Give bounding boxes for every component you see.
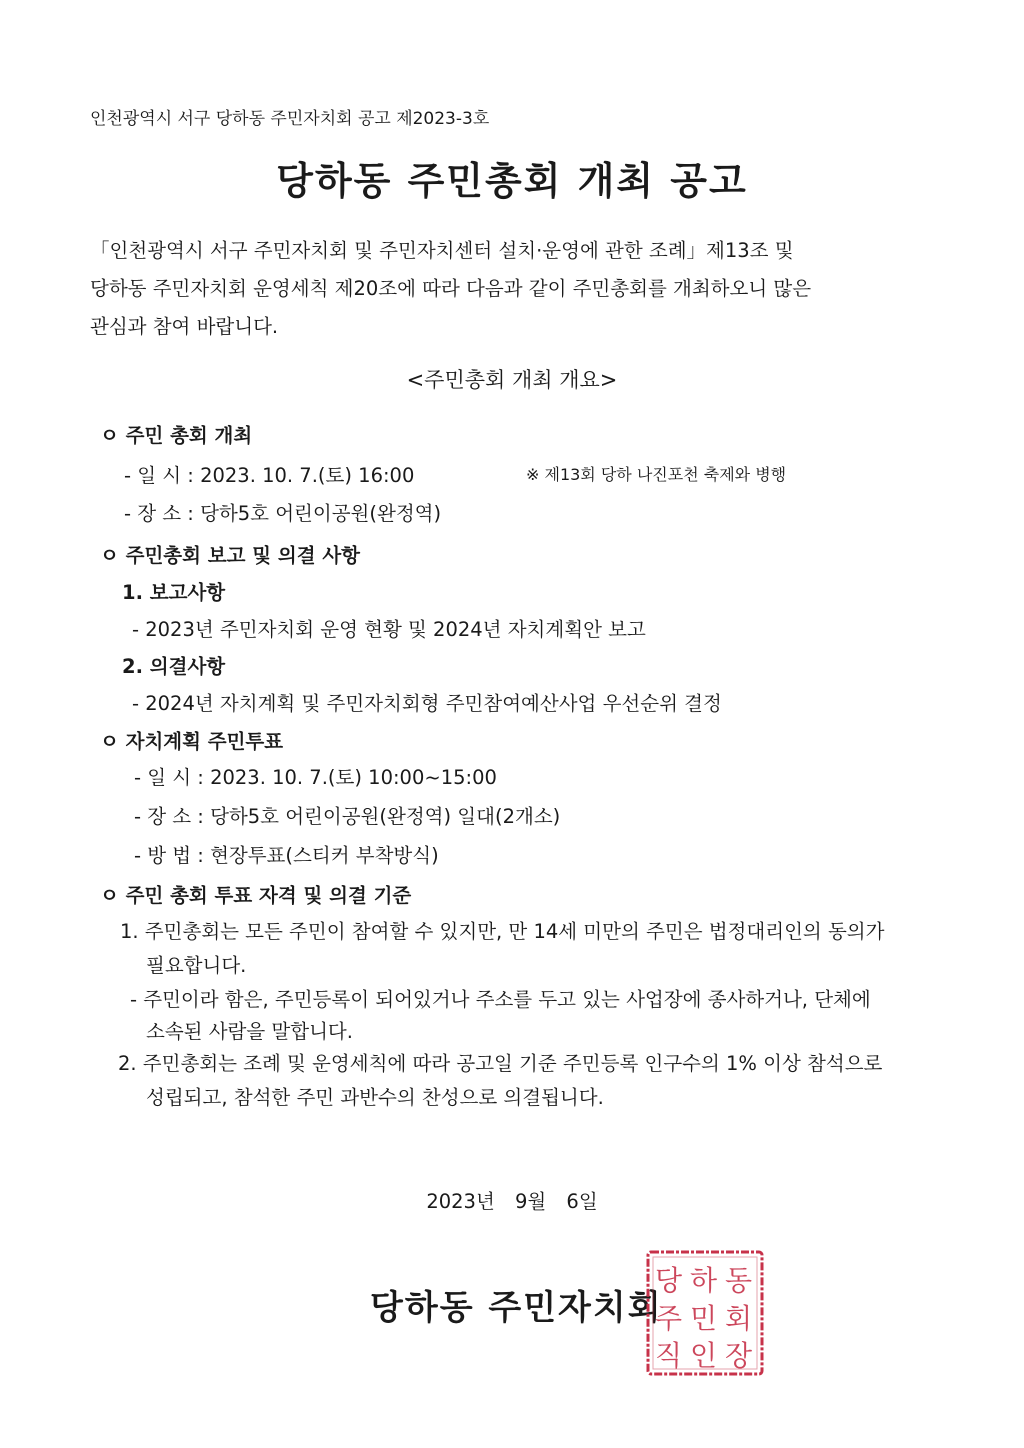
criteria-item-2: 2. 주민총회는 조례 및 운영세칙에 따라 공고일 기준 주민등록 인구수의 1% 이상 참석으로 [118,1052,883,1075]
svg-text:민: 민 [690,1302,718,1335]
intro-line: 당하동 주민자치회 운영세칙 제20조에 따라 다음과 같이 주민총회를 개최하오니 많은 [90,277,812,300]
criteria-item-2-cont: 성립되고, 참석한 주민 과반수의 찬성으로 의결됩니다. [146,1086,604,1109]
resident-definition-cont: 소속된 사람을 말합니다. [146,1020,353,1043]
resolution-items-title: 2. 의결사항 [122,655,226,678]
vote-date: - 일 시 : 2023. 10. 7.(토) 10:00~15:00 [134,766,497,789]
svg-text:회: 회 [725,1302,753,1335]
section-heading: ㅇ 자치계획 주민투표 [100,730,284,753]
svg-text:동: 동 [725,1264,753,1297]
general-meeting-date: - 일 시 : 2023. 10. 7.(토) 16:00 [124,464,415,487]
svg-text:직: 직 [655,1339,683,1372]
svg-text:주: 주 [655,1302,683,1335]
section-heading: ㅇ 주민 총회 투표 자격 및 의결 기준 [100,884,412,907]
report-items-body: - 2023년 주민자치회 운영 현황 및 2024년 자치계획안 보고 [132,618,646,641]
festival-note: ※ 제13회 당하 나진포천 축제와 병행 [526,465,787,484]
signer-name: 당하동 주민자치회 [370,1288,663,1328]
notice-date: 2023년 9월 6일 [426,1190,598,1213]
intro-paragraph [90,232,950,346]
intro-line: 「인천광역시 서구 주민자치회 및 주민자치센터 설치·운영에 관한 조례」제13조 및 [90,239,794,262]
resident-definition: - 주민이라 함은, 주민등록이 되어있거나 주소를 두고 있는 사업장에 종사하거나, 단체에 [130,988,871,1011]
general-meeting-place: - 장 소 : 당하5호 어린이공원(완정역) [124,502,442,525]
svg-text:당: 당 [655,1264,683,1297]
svg-text:장: 장 [725,1339,753,1372]
svg-text:하: 하 [690,1264,718,1297]
section-heading: ㅇ 주민 총회 개최 [100,424,253,447]
overview-subtitle: <주민총회 개최 개요> [406,368,618,392]
svg-text:인: 인 [690,1339,718,1372]
criteria-item-1-cont: 필요합니다. [146,954,247,977]
intro-line: 관심과 참여 바랍니다. [90,315,279,338]
resolution-items-body: - 2024년 자치계획 및 주민자치회형 주민참여예산사업 우선순위 결정 [132,692,722,715]
page-title: 당하동 주민총회 개최 공고 [276,159,748,203]
section-heading: ㅇ 주민총회 보고 및 의결 사항 [100,544,360,567]
vote-method: - 방 법 : 현장투표(스티커 부착방식) [134,844,439,867]
report-items-title: 1. 보고사항 [122,581,226,604]
criteria-item-1: 1. 주민총회는 모든 주민이 참여할 수 있지만, 만 14세 미만의 주민은 법정대리인의 동의가 [120,920,885,943]
official-seal [644,1248,766,1378]
notice-number: 인천광역시 서구 당하동 주민자치회 공고 제2023-3호 [90,109,490,129]
vote-place: - 장 소 : 당하5호 어린이공원(완정역) 일대(2개소) [134,805,561,828]
